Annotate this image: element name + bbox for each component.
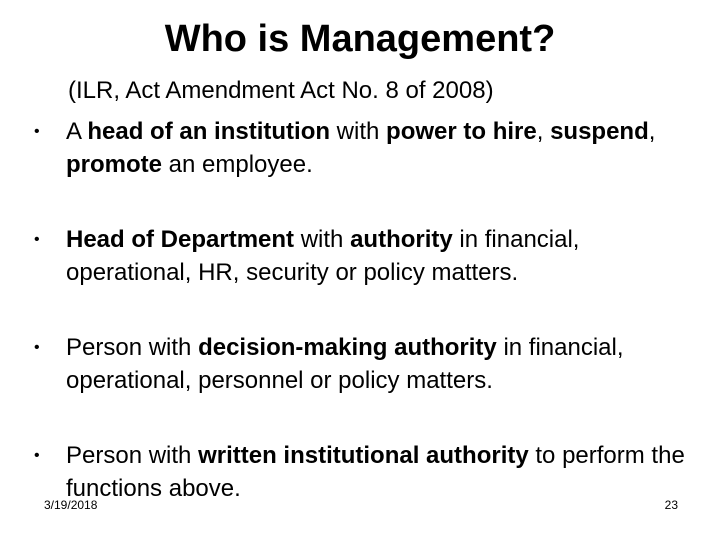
bullet-3-bold-a: decision-making authority [198, 334, 497, 361]
bullet-1-text-d: , [648, 118, 656, 145]
bullet-1-text-c: , [536, 118, 551, 145]
bullet-1-text-a: A [66, 118, 88, 145]
bullet-2-text-a: with [294, 226, 351, 253]
bullet-4-bold-a: written institutional authority [198, 442, 529, 469]
bullet-3-text-b: in financial, operational, personnel or policy matters. [66, 334, 624, 394]
bullet-1-bold-c: suspend [550, 118, 649, 145]
bullet-text-3 [66, 331, 696, 397]
bullet-4-text-a: Person with [66, 442, 199, 469]
page-number: 23 [664, 498, 678, 512]
bullet-1-bold-d: promote [66, 151, 162, 178]
footer-date: 3/19/2018 [44, 498, 98, 512]
bullet-marker: • [34, 231, 40, 248]
bullet-1-bold-b: power to hire [386, 118, 537, 145]
bullet-text-1 [66, 115, 696, 181]
bullet-marker: • [34, 447, 40, 464]
bullet-2-bold-a: Head of Department [66, 226, 295, 253]
bullet-1-bold-a: head of an institution [87, 118, 331, 145]
bullet-3-text-a: Person with [66, 334, 199, 361]
bullet-text-4 [66, 439, 696, 505]
bullet-2-bold-b: authority [350, 226, 453, 253]
bullet-marker: • [34, 123, 40, 140]
bullet-2-text-b: in financial, operational, HR, security or policy matters. [66, 226, 580, 286]
bullet-1-text-e: an employee. [162, 151, 313, 178]
bullet-4-text-b: to perform the functions above. [66, 442, 685, 502]
bullet-1-text-b: with [330, 118, 387, 145]
bullet-text-2 [66, 223, 696, 289]
slide-subtitle: (ILR, Act Amendment Act No. 8 of 2008) [68, 77, 494, 104]
slide-title: Who is Management? [164, 18, 556, 60]
bullet-marker: • [34, 339, 40, 356]
